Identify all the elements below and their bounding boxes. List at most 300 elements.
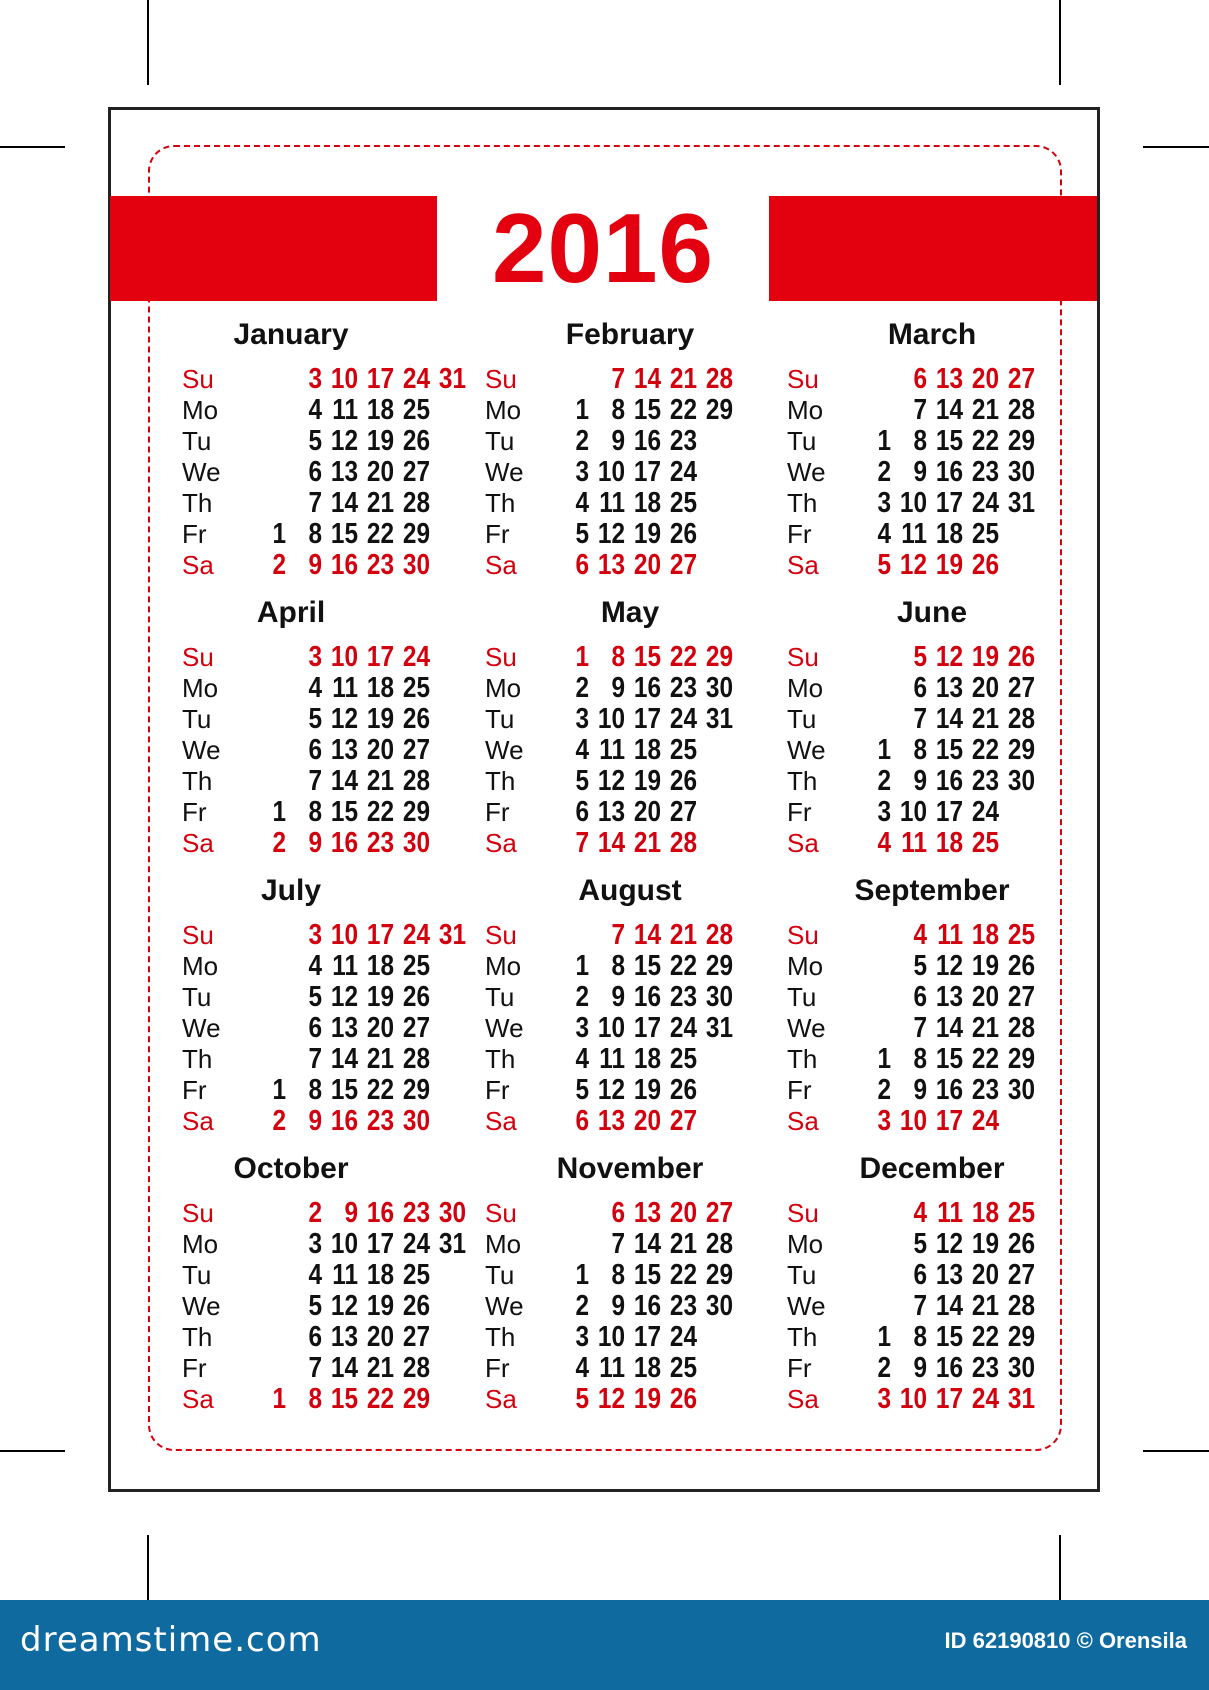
weekday-row xyxy=(182,1260,472,1291)
day-cell: 18 xyxy=(935,518,963,550)
day-cell: 24 xyxy=(669,703,697,735)
day-cell: 6 xyxy=(913,363,927,395)
day-cell: 28 xyxy=(402,1352,430,1384)
day-cell: 26 xyxy=(402,981,430,1013)
weekday-row xyxy=(182,1291,472,1322)
day-cell: 17 xyxy=(366,363,394,395)
day-cell: 19 xyxy=(633,1074,661,1106)
day-cell: 24 xyxy=(971,1105,999,1137)
day-cell: 6 xyxy=(308,1012,322,1044)
day-cell: 7 xyxy=(913,394,927,426)
day-cell: 27 xyxy=(669,796,697,828)
weekday-label: Su xyxy=(485,364,517,394)
month-name: May xyxy=(600,596,660,629)
day-cell: 23 xyxy=(971,1352,999,1384)
weekday-row xyxy=(787,1353,1077,1384)
weekday-row xyxy=(485,1075,775,1106)
weekday-row xyxy=(485,364,775,395)
day-cell: 3 xyxy=(575,1012,589,1044)
month-april xyxy=(182,596,472,866)
day-cell: 19 xyxy=(366,981,394,1013)
day-cell: 25 xyxy=(402,1259,430,1291)
day-cell: 3 xyxy=(575,1321,589,1353)
weekday-row xyxy=(485,1260,775,1291)
weekday-row xyxy=(787,673,1077,704)
day-cell: 29 xyxy=(402,518,430,550)
day-cell: 30 xyxy=(402,1105,430,1137)
day-cell: 7 xyxy=(611,919,625,951)
day-cell: 12 xyxy=(330,703,358,735)
day-cell: 27 xyxy=(669,549,697,581)
day-cell: 18 xyxy=(935,827,963,859)
day-cell: 16 xyxy=(633,1290,661,1322)
day-cell: 26 xyxy=(402,1290,430,1322)
day-cell: 20 xyxy=(971,672,999,704)
day-cell: 13 xyxy=(935,363,963,395)
weekday-label: Tu xyxy=(787,1260,817,1290)
weekday-label: Su xyxy=(182,920,214,950)
weekday-label: Tu xyxy=(485,704,515,734)
day-cell: 24 xyxy=(402,919,430,951)
weekday-row xyxy=(485,488,775,519)
weekday-label: Mo xyxy=(182,1229,219,1259)
day-cell: 17 xyxy=(366,1228,394,1260)
day-cell: 10 xyxy=(330,919,358,951)
day-cell: 30 xyxy=(1007,1074,1035,1106)
day-cell: 31 xyxy=(438,1228,466,1260)
year-title: 2016 xyxy=(491,193,714,303)
day-cell: 14 xyxy=(633,363,661,395)
weekday-row xyxy=(485,1013,775,1044)
day-cell: 28 xyxy=(402,1043,430,1075)
day-cell: 19 xyxy=(971,950,999,982)
day-cell: 2 xyxy=(877,765,891,797)
day-cell: 8 xyxy=(308,1074,322,1106)
month-name: April xyxy=(256,596,326,629)
day-cell: 3 xyxy=(575,456,589,488)
day-cell: 26 xyxy=(1007,641,1035,673)
month-june xyxy=(787,596,1077,866)
day-cell: 4 xyxy=(308,394,322,426)
day-cell: 9 xyxy=(308,827,322,859)
day-cell: 17 xyxy=(935,1105,963,1137)
weekday-label: Sa xyxy=(787,1106,819,1136)
day-cell: 21 xyxy=(366,765,394,797)
day-cell: 27 xyxy=(402,1321,430,1353)
weekday-row xyxy=(787,1229,1077,1260)
day-cell: 16 xyxy=(633,425,661,457)
day-cell: 25 xyxy=(669,1043,697,1075)
month-name: March xyxy=(887,318,977,351)
weekday-label: Th xyxy=(182,488,213,518)
day-cell: 4 xyxy=(913,919,927,951)
weekday-label: We xyxy=(787,457,826,487)
day-cell: 13 xyxy=(330,1321,358,1353)
day-cell: 9 xyxy=(611,672,625,704)
weekday-row xyxy=(787,735,1077,766)
day-cell: 30 xyxy=(402,827,430,859)
month-november xyxy=(485,1152,775,1422)
weekday-row xyxy=(787,642,1077,673)
day-cell: 1 xyxy=(272,796,286,828)
weekday-row xyxy=(485,1384,775,1415)
day-cell: 10 xyxy=(330,363,358,395)
day-cell: 10 xyxy=(330,641,358,673)
weekday-label: We xyxy=(182,1291,221,1321)
day-cell: 18 xyxy=(971,1197,999,1229)
day-cell: 18 xyxy=(633,1352,661,1384)
weekday-row xyxy=(182,1198,472,1229)
day-cell: 10 xyxy=(597,456,625,488)
day-cell: 7 xyxy=(913,1290,927,1322)
day-cell: 14 xyxy=(935,1290,963,1322)
weekday-label: Su xyxy=(787,642,819,672)
month-name: October xyxy=(233,1152,349,1185)
day-cell: 28 xyxy=(705,363,733,395)
day-cell: 2 xyxy=(877,1074,891,1106)
day-cell: 21 xyxy=(971,703,999,735)
weekday-row xyxy=(485,1198,775,1229)
weekday-label: Mo xyxy=(787,1229,824,1259)
day-cell: 11 xyxy=(901,827,927,859)
day-cell: 7 xyxy=(308,1352,322,1384)
day-cell: 16 xyxy=(935,765,963,797)
day-cell: 12 xyxy=(597,765,625,797)
weekday-label: Tu xyxy=(787,704,817,734)
day-cell: 2 xyxy=(877,1352,891,1384)
day-cell: 30 xyxy=(1007,456,1035,488)
weekday-row xyxy=(182,828,472,859)
day-cell: 24 xyxy=(971,487,999,519)
weekday-label: Su xyxy=(787,1198,819,1228)
day-cell: 13 xyxy=(935,672,963,704)
day-cell: 1 xyxy=(877,425,891,457)
day-cell: 9 xyxy=(308,549,322,581)
weekday-label: Th xyxy=(485,488,516,518)
weekday-row xyxy=(787,519,1077,550)
weekday-label: Su xyxy=(485,920,517,950)
weekday-label: We xyxy=(182,1013,221,1043)
day-cell: 3 xyxy=(877,1105,891,1137)
day-cell: 22 xyxy=(669,394,697,426)
day-cell: 3 xyxy=(308,919,322,951)
day-cell: 29 xyxy=(402,796,430,828)
weekday-label: Th xyxy=(787,1322,818,1352)
day-cell: 10 xyxy=(899,1105,927,1137)
day-cell: 13 xyxy=(597,796,625,828)
weekday-row xyxy=(485,1322,775,1353)
day-cell: 11 xyxy=(599,1043,625,1075)
month-name: February xyxy=(565,318,695,351)
day-cell: 16 xyxy=(330,549,358,581)
weekday-label: Sa xyxy=(485,828,517,858)
weekday-row xyxy=(485,519,775,550)
day-cell: 1 xyxy=(575,394,589,426)
weekday-label: Tu xyxy=(485,982,515,1012)
day-cell: 11 xyxy=(599,487,625,519)
day-cell: 9 xyxy=(611,981,625,1013)
day-cell: 22 xyxy=(669,950,697,982)
day-cell: 2 xyxy=(575,425,589,457)
day-cell: 1 xyxy=(877,1043,891,1075)
day-cell: 19 xyxy=(633,765,661,797)
day-cell: 27 xyxy=(402,1012,430,1044)
day-cell: 10 xyxy=(597,703,625,735)
month-december xyxy=(787,1152,1077,1422)
day-cell: 17 xyxy=(633,703,661,735)
day-cell: 20 xyxy=(366,1012,394,1044)
day-cell: 14 xyxy=(935,703,963,735)
day-cell: 12 xyxy=(935,641,963,673)
weekday-row xyxy=(182,426,472,457)
weekday-label: We xyxy=(787,735,826,765)
weekday-label: Mo xyxy=(182,673,219,703)
day-cell: 15 xyxy=(935,1321,963,1353)
day-cell: 9 xyxy=(913,456,927,488)
day-cell: 28 xyxy=(1007,1290,1035,1322)
weekday-label: We xyxy=(485,1013,524,1043)
day-cell: 15 xyxy=(935,425,963,457)
day-cell: 3 xyxy=(308,363,322,395)
day-cell: 4 xyxy=(308,672,322,704)
weekday-row xyxy=(485,735,775,766)
weekday-row xyxy=(787,457,1077,488)
day-cell: 20 xyxy=(366,456,394,488)
day-cell: 5 xyxy=(575,518,589,550)
day-cell: 26 xyxy=(669,1074,697,1106)
weekday-label: Tu xyxy=(182,426,212,456)
weekday-label: Tu xyxy=(182,1260,212,1290)
month-name: September xyxy=(854,874,1010,907)
day-cell: 5 xyxy=(877,549,891,581)
weekday-label: Fr xyxy=(485,519,510,549)
day-cell: 14 xyxy=(330,1043,358,1075)
weekday-row xyxy=(485,828,775,859)
day-cell: 27 xyxy=(1007,363,1035,395)
weekday-row xyxy=(182,673,472,704)
day-cell: 5 xyxy=(308,1290,322,1322)
day-cell: 20 xyxy=(633,796,661,828)
day-cell: 15 xyxy=(935,1043,963,1075)
weekday-row xyxy=(182,951,472,982)
day-cell: 29 xyxy=(705,950,733,982)
weekday-row xyxy=(182,457,472,488)
day-cell: 26 xyxy=(669,518,697,550)
day-cell: 16 xyxy=(935,1074,963,1106)
day-cell: 10 xyxy=(330,1228,358,1260)
day-cell: 25 xyxy=(402,394,430,426)
day-cell: 1 xyxy=(575,641,589,673)
weekday-row xyxy=(485,797,775,828)
day-cell: 13 xyxy=(935,1259,963,1291)
weekday-label: Sa xyxy=(182,550,214,580)
day-cell: 17 xyxy=(935,1383,963,1415)
weekday-label: Fr xyxy=(485,1353,510,1383)
day-cell: 26 xyxy=(669,1383,697,1415)
day-cell: 6 xyxy=(575,796,589,828)
day-cell: 22 xyxy=(971,1321,999,1353)
day-cell: 25 xyxy=(402,672,430,704)
day-cell: 2 xyxy=(575,672,589,704)
day-cell: 17 xyxy=(633,1012,661,1044)
weekday-label: Tu xyxy=(787,426,817,456)
weekday-row xyxy=(182,766,472,797)
day-cell: 6 xyxy=(575,549,589,581)
day-cell: 2 xyxy=(272,827,286,859)
day-cell: 30 xyxy=(705,672,733,704)
day-cell: 2 xyxy=(877,456,891,488)
day-cell: 25 xyxy=(1007,919,1035,951)
day-cell: 4 xyxy=(913,1197,927,1229)
day-cell: 28 xyxy=(1007,703,1035,735)
day-cell: 12 xyxy=(330,425,358,457)
day-cell: 8 xyxy=(913,1043,927,1075)
weekday-row xyxy=(182,642,472,673)
day-cell: 5 xyxy=(575,1383,589,1415)
day-cell: 6 xyxy=(611,1197,625,1229)
day-cell: 9 xyxy=(913,1352,927,1384)
day-cell: 17 xyxy=(935,796,963,828)
day-cell: 18 xyxy=(633,487,661,519)
day-cell: 22 xyxy=(366,796,394,828)
weekday-label: Su xyxy=(182,642,214,672)
day-cell: 5 xyxy=(913,1228,927,1260)
weekday-label: Sa xyxy=(787,1384,819,1414)
weekday-label: Mo xyxy=(485,951,522,981)
weekday-row xyxy=(787,395,1077,426)
weekday-label: Mo xyxy=(787,673,824,703)
footer-bar xyxy=(0,1600,1209,1690)
day-cell: 8 xyxy=(913,425,927,457)
day-cell: 8 xyxy=(611,1259,625,1291)
weekday-label: Th xyxy=(485,1322,516,1352)
day-cell: 17 xyxy=(633,1321,661,1353)
weekday-label: Th xyxy=(182,766,213,796)
day-cell: 7 xyxy=(308,1043,322,1075)
day-cell: 27 xyxy=(1007,981,1035,1013)
day-cell: 31 xyxy=(1007,487,1035,519)
day-cell: 6 xyxy=(913,981,927,1013)
day-cell: 14 xyxy=(330,487,358,519)
image-id-credit: ID 62190810 © Orensila xyxy=(944,1628,1187,1653)
weekday-row xyxy=(182,1106,472,1137)
brand-logo-text[interactable]: dreamstime.com xyxy=(20,1620,322,1660)
weekday-label: Sa xyxy=(485,1384,517,1414)
day-cell: 22 xyxy=(669,1259,697,1291)
day-cell: 3 xyxy=(308,641,322,673)
weekday-row xyxy=(485,766,775,797)
day-cell: 20 xyxy=(633,1105,661,1137)
month-october xyxy=(182,1152,472,1422)
day-cell: 2 xyxy=(575,981,589,1013)
day-cell: 5 xyxy=(308,981,322,1013)
day-cell: 23 xyxy=(971,765,999,797)
weekday-row xyxy=(182,920,472,951)
day-cell: 9 xyxy=(611,425,625,457)
weekday-row xyxy=(787,488,1077,519)
weekday-label: Fr xyxy=(182,1353,207,1383)
month-january xyxy=(182,318,472,588)
day-cell: 4 xyxy=(575,734,589,766)
day-cell: 29 xyxy=(1007,425,1035,457)
day-cell: 12 xyxy=(899,549,927,581)
day-cell: 12 xyxy=(597,1383,625,1415)
weekday-row xyxy=(182,797,472,828)
day-cell: 1 xyxy=(575,950,589,982)
day-cell: 21 xyxy=(971,1290,999,1322)
day-cell: 29 xyxy=(1007,734,1035,766)
day-cell: 23 xyxy=(366,827,394,859)
day-cell: 28 xyxy=(1007,394,1035,426)
month-july xyxy=(182,874,472,1144)
day-cell: 6 xyxy=(575,1105,589,1137)
weekday-label: We xyxy=(182,457,221,487)
day-cell: 11 xyxy=(901,518,927,550)
day-cell: 10 xyxy=(899,487,927,519)
day-cell: 8 xyxy=(611,394,625,426)
day-cell: 3 xyxy=(877,796,891,828)
weekday-label: Mo xyxy=(485,1229,522,1259)
day-cell: 31 xyxy=(705,1012,733,1044)
day-cell: 23 xyxy=(971,456,999,488)
day-cell: 19 xyxy=(366,1290,394,1322)
day-cell: 5 xyxy=(575,765,589,797)
weekday-row xyxy=(182,364,472,395)
weekday-label: Th xyxy=(787,488,818,518)
weekday-row xyxy=(485,982,775,1013)
weekday-row xyxy=(182,488,472,519)
day-cell: 26 xyxy=(1007,950,1035,982)
day-cell: 12 xyxy=(330,981,358,1013)
day-cell: 7 xyxy=(611,1228,625,1260)
day-cell: 23 xyxy=(669,425,697,457)
day-cell: 2 xyxy=(272,1105,286,1137)
day-cell: 11 xyxy=(937,919,963,951)
day-cell: 2 xyxy=(575,1290,589,1322)
day-cell: 10 xyxy=(899,1383,927,1415)
day-cell: 10 xyxy=(899,796,927,828)
day-cell: 31 xyxy=(438,363,466,395)
day-cell: 25 xyxy=(669,487,697,519)
weekday-row xyxy=(787,1291,1077,1322)
weekday-row xyxy=(182,395,472,426)
day-cell: 17 xyxy=(935,487,963,519)
day-cell: 27 xyxy=(705,1197,733,1229)
weekday-row xyxy=(485,1044,775,1075)
day-cell: 14 xyxy=(633,919,661,951)
weekday-label: Fr xyxy=(787,519,812,549)
day-cell: 4 xyxy=(575,1352,589,1384)
weekday-label: Fr xyxy=(182,797,207,827)
weekday-row xyxy=(182,1075,472,1106)
day-cell: 19 xyxy=(971,1228,999,1260)
weekday-label: Tu xyxy=(485,1260,515,1290)
day-cell: 15 xyxy=(633,950,661,982)
weekday-label: Mo xyxy=(787,951,824,981)
day-cell: 12 xyxy=(330,1290,358,1322)
day-cell: 9 xyxy=(913,1074,927,1106)
day-cell: 30 xyxy=(705,1290,733,1322)
day-cell: 20 xyxy=(971,363,999,395)
day-cell: 13 xyxy=(633,1197,661,1229)
day-cell: 28 xyxy=(1007,1012,1035,1044)
day-cell: 27 xyxy=(669,1105,697,1137)
day-cell: 8 xyxy=(308,518,322,550)
day-cell: 27 xyxy=(1007,672,1035,704)
weekday-label: We xyxy=(787,1291,826,1321)
day-cell: 24 xyxy=(669,1012,697,1044)
weekday-label: Sa xyxy=(787,828,819,858)
